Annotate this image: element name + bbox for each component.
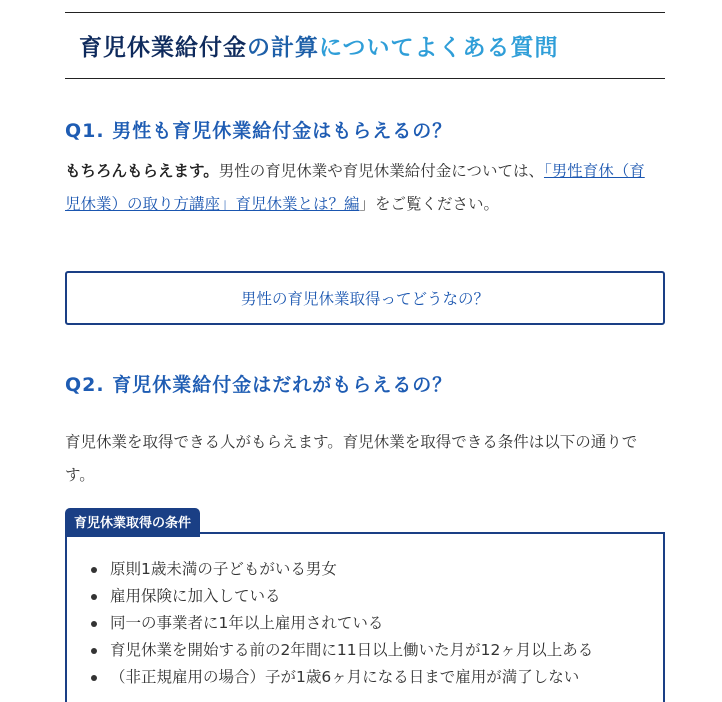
list-item: 同一の事業者に1年以上雇用されている (89, 610, 593, 637)
list-item: 雇用保険に加入している (89, 583, 593, 610)
answer-2-paragraph: 育児休業を取得できる人がもらえます。育児休業を取得できる条件は以下の通りです。 (65, 433, 638, 484)
question-2-heading: Q2. 育児休業給付金はだれがもらえるの？ (65, 374, 453, 396)
list-item: 育児休業を開始する前の2年間に11日以上働いた月が12ヶ月以上ある (89, 637, 593, 664)
page-title (79, 29, 559, 62)
title-part-2: の計算 (247, 35, 319, 61)
answer-1-bold: もちろんもらえます。 (65, 162, 219, 180)
conditions-list (89, 556, 593, 691)
male-childcare-guide-link[interactable]: 「男性育休（育児休業）の取り方講座」育児休業とは？編 (65, 162, 645, 213)
title-part-3: についてよくある質問 (319, 35, 559, 61)
conditions-box-label: 育児休業取得の条件 (65, 508, 200, 537)
title-part-1: 育児休業給付金 (79, 35, 247, 61)
answer-1-text: 男性の育児休業や育児休業給付金については、 (218, 162, 544, 180)
answer-1-suffix: 」をご覧ください。 (359, 195, 500, 213)
answer-1-paragraph (65, 155, 665, 221)
list-item: 原則1歳未満の子どもがいる男女 (89, 556, 593, 583)
male-childcare-leave-button-label: 男性の育児休業取得ってどうなの？ (240, 290, 489, 308)
list-item: （非正規雇用の場合）子が1歳6ヶ月になる日まで雇用が満了しない (89, 664, 593, 691)
conditions-box (65, 532, 665, 702)
question-1-heading: Q1. 男性も育児休業給付金はもらえるの？ (65, 120, 453, 142)
main-content (65, 0, 665, 686)
section-header (65, 12, 665, 79)
male-childcare-leave-button[interactable] (65, 271, 665, 325)
